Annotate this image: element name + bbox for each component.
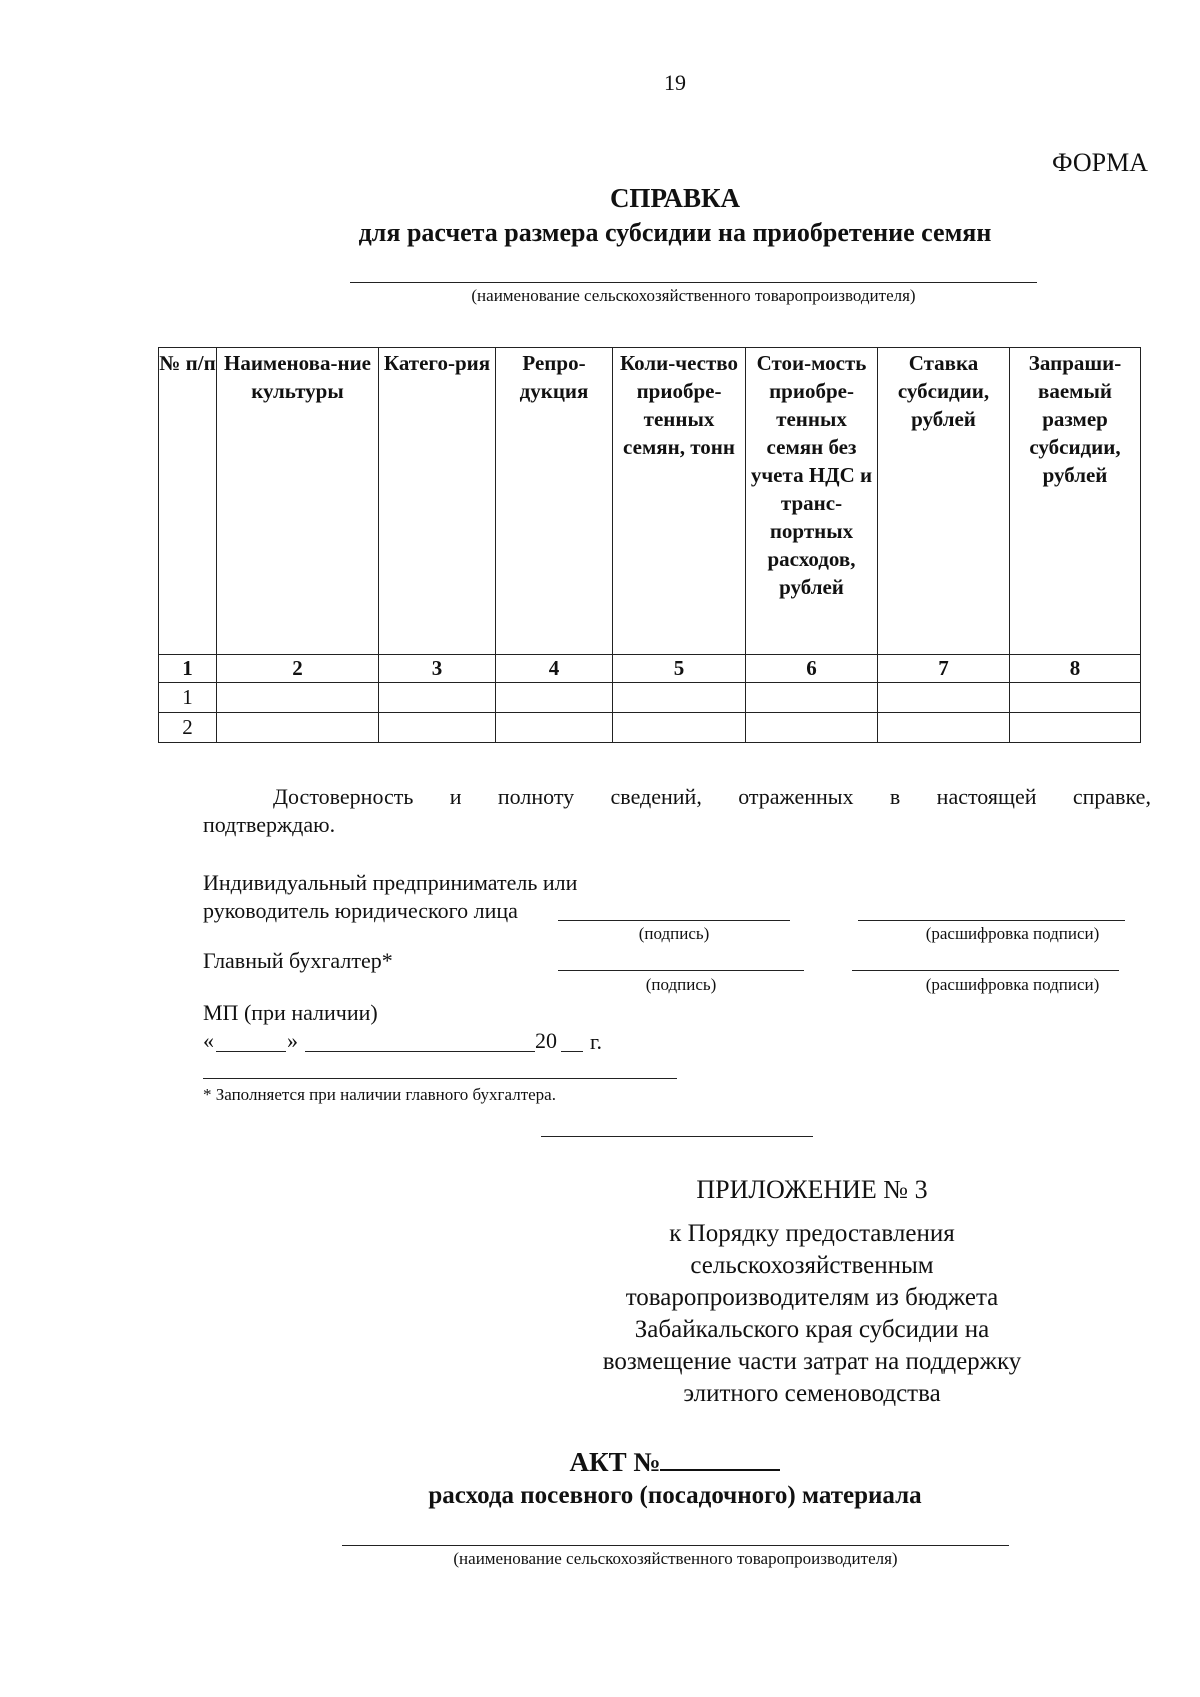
date-year-line (561, 1051, 583, 1052)
confirmation-line-1 (203, 783, 1151, 811)
column-number: 5 (613, 655, 746, 683)
accountant-signature-caption: (подпись) (645, 975, 717, 994)
act-subtitle: расхода посевного (посадочного) материала (428, 1482, 922, 1509)
date-year-suffix: г. (590, 1029, 603, 1054)
confirmation-word: сведений, (610, 784, 702, 809)
table-cell (217, 683, 379, 713)
table-cell (496, 713, 613, 743)
appendix-line: возмещение части затрат на поддержку (602, 1348, 1022, 1375)
entrepreneur-signature-caption: (подпись) (638, 924, 710, 943)
table-cell (613, 713, 746, 743)
producer-name-line (350, 282, 1037, 283)
accountant-label: Главный бухгалтер* (203, 948, 393, 973)
act-producer-line (342, 1545, 1009, 1546)
column-number: 4 (496, 655, 613, 683)
table-cell (379, 683, 496, 713)
table-cell (217, 713, 379, 743)
act-title (0, 1445, 1200, 1478)
footnote-separator (203, 1078, 677, 1079)
date-day-line (216, 1051, 286, 1052)
form-label: ФОРМА (1052, 148, 1148, 177)
table-cell (746, 713, 878, 743)
column-number: 6 (746, 655, 878, 683)
accountant-decoding-line (852, 970, 1119, 971)
date-year-prefix: 20 (535, 1028, 557, 1053)
date-month-line (305, 1051, 535, 1052)
appendix-line: к Порядку предоставления (669, 1220, 955, 1247)
header-cell: Наименова-ние культуры (217, 348, 379, 655)
act-title-text: АКТ № (569, 1447, 661, 1477)
confirmation-word: Достоверность (273, 784, 414, 809)
entrepreneur-signature-line (558, 920, 790, 921)
column-number-row (159, 655, 1141, 683)
document-subtitle: для расчета размера субсидии на приобретение семян (358, 218, 992, 247)
column-number: 8 (1010, 655, 1141, 683)
header-cell: Катего-рия (379, 348, 496, 655)
act-producer-caption: (наименование сельскохозяйственного товаропроизводителя) (453, 1549, 898, 1568)
date-close-quote: » (287, 1028, 298, 1053)
table-header-row (159, 348, 1141, 655)
appendix-description (0, 1218, 1200, 1410)
entrepreneur-label-line-2: руководитель юридического лица (203, 898, 518, 923)
table-cell (878, 713, 1010, 743)
confirmation-word: настоящей (936, 784, 1037, 809)
header-cell: № п/п (159, 348, 217, 655)
entrepreneur-decoding-line (858, 920, 1125, 921)
table-cell (379, 713, 496, 743)
confirmation-line-2: подтверждаю. (203, 812, 336, 837)
table-row (159, 713, 1141, 743)
footnote: * Заполняется при наличии главного бухгалтера. (203, 1085, 556, 1104)
entrepreneur-label-line-1: Индивидуальный предприниматель или (203, 870, 578, 895)
table-cell (746, 683, 878, 713)
row-number: 1 (159, 683, 217, 713)
header-cell: Репро-дукция (496, 348, 613, 655)
appendix-line: сельскохозяйственным (690, 1252, 934, 1279)
column-number: 1 (159, 655, 217, 683)
column-number: 7 (878, 655, 1010, 683)
table-cell (1010, 713, 1141, 743)
page-number: 19 (664, 70, 686, 95)
confirmation-word: полноту (497, 784, 575, 809)
appendix-line: элитного семеноводства (683, 1380, 941, 1407)
column-number: 2 (217, 655, 379, 683)
header-cell: Запраши-ваемый размер субсидии, рублей (1010, 348, 1141, 655)
row-number: 2 (159, 713, 217, 743)
appendix-title (0, 1175, 1200, 1205)
act-number-blank (660, 1445, 780, 1471)
stamp-label: МП (при наличии) (203, 1000, 378, 1025)
producer-name-caption: (наименование сельскохозяйственного товаропроизводителя) (471, 286, 916, 305)
document-title: СПРАВКА (609, 183, 741, 213)
table-cell (496, 683, 613, 713)
table-cell (878, 683, 1010, 713)
appendix-title-text: ПРИЛОЖЕНИЕ № 3 (696, 1175, 928, 1204)
confirmation-word: в (889, 784, 901, 809)
entrepreneur-decoding-caption: (расшифровка подписи) (925, 924, 1100, 943)
table-cell (613, 683, 746, 713)
accountant-signature-line (558, 970, 804, 971)
table-row (159, 683, 1141, 713)
column-number: 3 (379, 655, 496, 683)
header-cell: Коли-чество приобре-тенных семян, тонн (613, 348, 746, 655)
confirmation-word: и (449, 784, 462, 809)
table-cell (1010, 683, 1141, 713)
header-cell: Ставка субсидии, рублей (878, 348, 1010, 655)
confirmation-word: справке, (1072, 784, 1151, 809)
date-open-quote: « (203, 1028, 214, 1053)
subsidy-table (158, 347, 1141, 743)
header-cell: Стои-мость приобре-тенных семян без учета НДС и транс-портных расходов, рублей (746, 348, 878, 655)
section-separator (541, 1136, 813, 1137)
confirmation-word: отраженных (738, 784, 854, 809)
confirmation-paragraph (203, 783, 1151, 839)
appendix-line: Забайкальского края субсидии на (634, 1316, 990, 1343)
appendix-line: товаропроизводителям из бюджета (625, 1284, 999, 1311)
accountant-decoding-caption: (расшифровка подписи) (925, 975, 1100, 994)
